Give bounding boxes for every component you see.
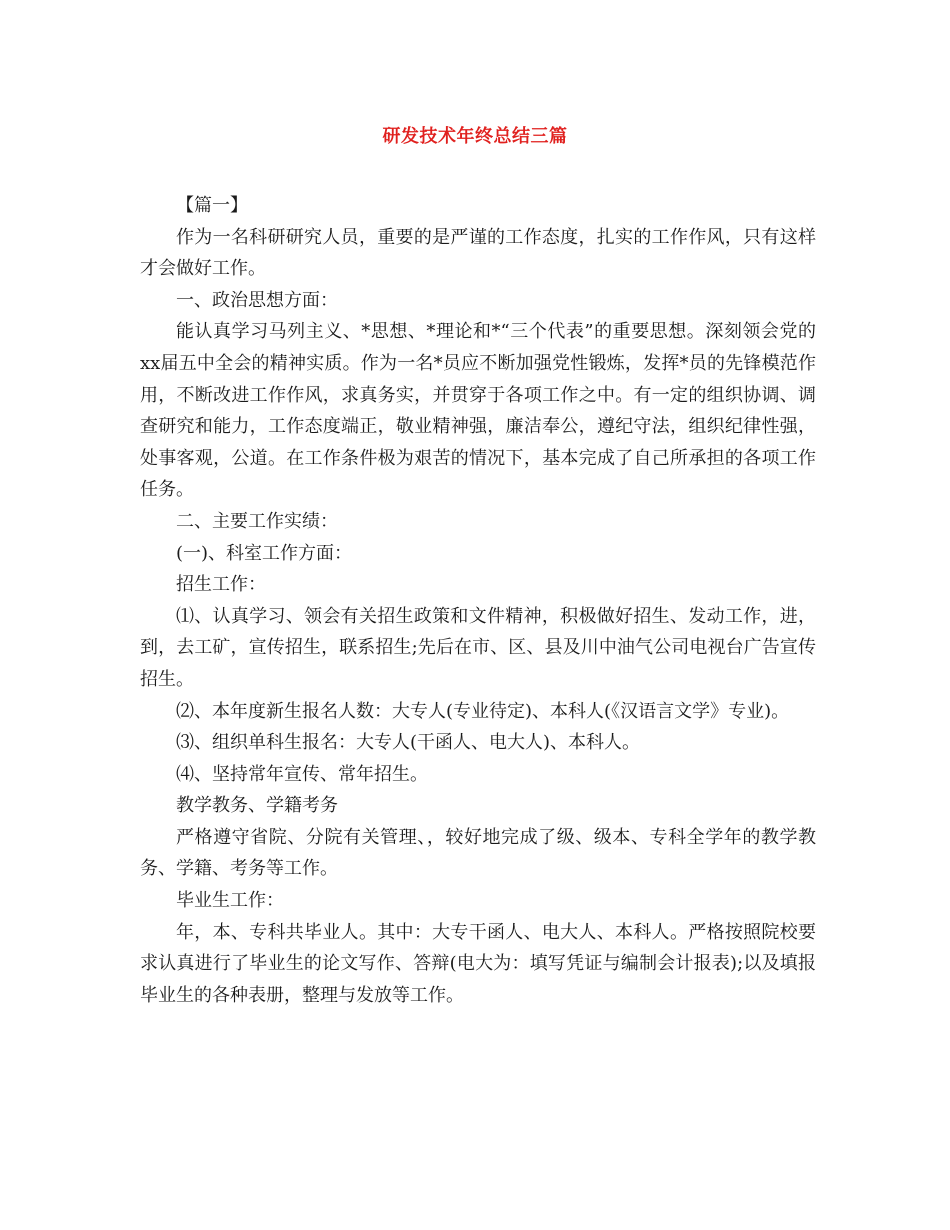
document-title: 研发技术年终总结三篇 [382, 126, 568, 147]
subheading: 教学教务、学籍考务 [176, 795, 338, 817]
subheading: 招生工作： [176, 574, 266, 596]
list-item: ⑵、本年度新生报名人数：大专人(专业待定)、本科人(《汉语言文学》专业)。 [176, 700, 790, 722]
list-item: ⑶、组织单科生报名：大专人(干函人、电大人)、本科人。 [176, 732, 641, 754]
subheading: (一)、科室工作方面： [176, 542, 353, 564]
document-body [140, 190, 816, 1011]
list-item: ⑷、坚持常年宣传、常年招生。 [176, 763, 428, 785]
heading-achievements: 二、主要工作实绩： [176, 510, 338, 532]
section-heading: 【篇一】 [176, 195, 248, 216]
paragraph: 严格遵守省院、分院有关管理、，较好地完成了级、级本、专科全学年的教学教务、学籍、考务等工作。 [140, 826, 816, 880]
paragraph: 作为一名科研研究人员，重要的是严谨的工作态度，扎实的工作作风，只有这样才会做好工作。 [140, 226, 816, 280]
list-item: ⑴、认真学习、领会有关招生政策和文件精神，积极做好招生、发动工作，进，到，去工矿，宣传招生，联系招生;先后在市、区、县及川中油气公司电视台广告宣传招生。 [140, 605, 816, 690]
subheading: 毕业生工作： [176, 890, 284, 912]
paragraph: 年，本、专科共毕业人。其中：大专干函人、电大人、本科人。严格按照院校要求认真进行了毕业生的论文写作、答辩(电大为：填写凭证与编制会计报表);以及填报毕业生的各种表册，整理与发放等工作。 [140, 921, 816, 1006]
paragraph: 能认真学习马列主义、*思想、*理论和*“三个代表”的重要思想。深刻领会党的xx届五中全会的精神实质。作为一名*员应不断加强党性锻炼，发挥*员的先锋模范作用，不断改进工作作风，求真务实，并贯穿于各项工作之中。有一定的组织协调、调查研究和能力，工作态度端正，敬业精神强，廉洁奉公，遵纪守法，组织纪律性强，处事客观，公道。在工作条件极为艰苦的情况下，基本完成了自己所承担的各项工作任务。 [140, 321, 816, 501]
heading-political: 一、政治思想方面： [176, 289, 338, 311]
